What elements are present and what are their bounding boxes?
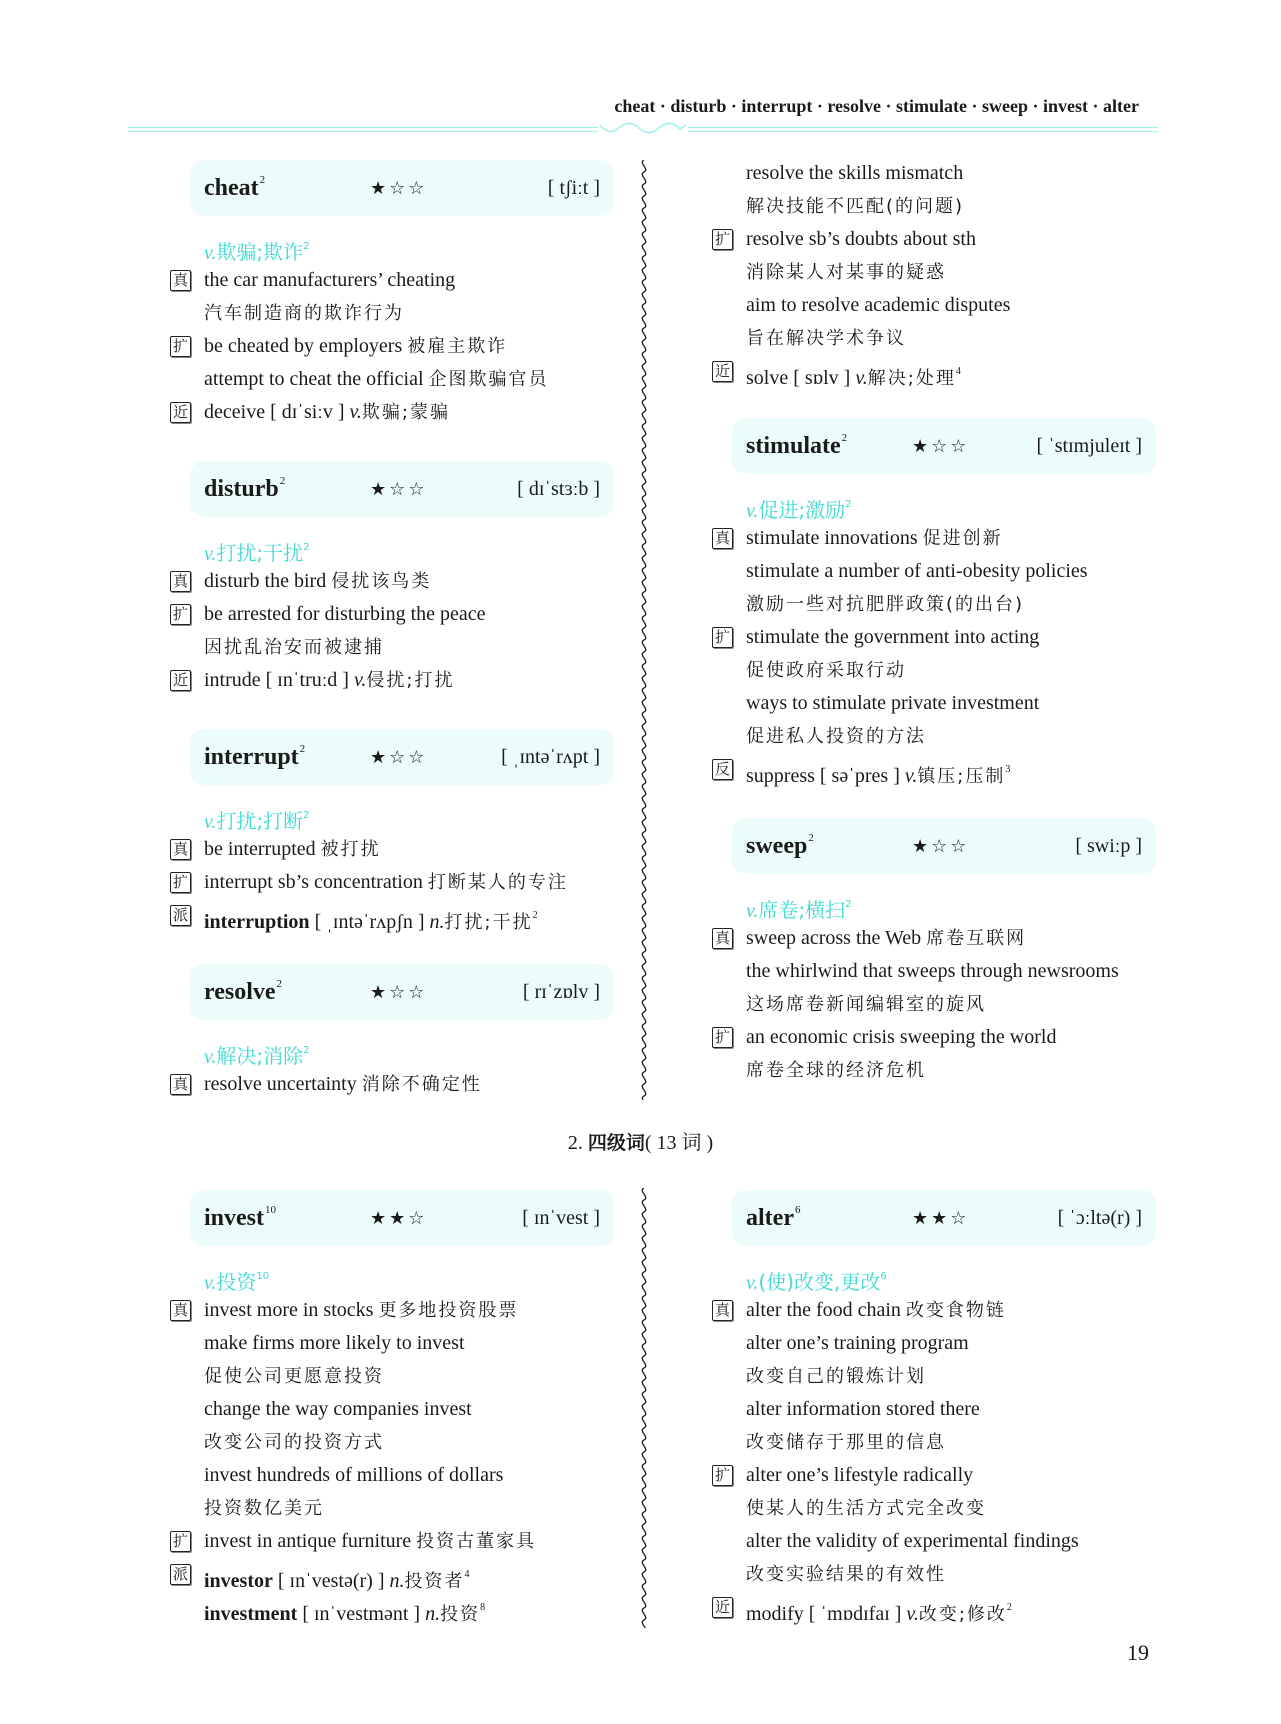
- tag-扩-icon: 扩: [170, 872, 191, 893]
- section-title: 2. 四级词( 13 词 ): [567, 1132, 714, 1154]
- right-column-bottom: [714, 1190, 1172, 1625]
- chinese-text: 消除某人对某事的疑惑: [746, 262, 946, 283]
- english-text: invest in antique furniture: [204, 1530, 412, 1552]
- example-line: [714, 753, 1172, 787]
- chinese-text: 投资古董家具: [416, 1531, 537, 1552]
- sense-text: 打扰;打断: [216, 809, 304, 833]
- example-line: [732, 1558, 1172, 1591]
- headword-text: interrupt: [204, 744, 299, 770]
- english-text: be interrupted: [204, 838, 316, 860]
- chinese-text: 席卷全球的经济危机: [746, 1060, 926, 1081]
- sense-pos: v.: [204, 543, 217, 565]
- headword: [204, 475, 285, 503]
- tag-派-icon: 派: [170, 905, 191, 926]
- english-text: alter the validity of experimental findings: [746, 1530, 1079, 1552]
- headword-box: [732, 818, 1156, 874]
- chinese-text: 投资数亿美元: [204, 1498, 324, 1519]
- sense-frequency: 2: [303, 810, 310, 821]
- english-text: [ ɪnˈvestmənt ]: [297, 1603, 421, 1625]
- example-line: [172, 664, 630, 697]
- sense-text: 解决;消除: [216, 1044, 304, 1068]
- headword-text: stimulate: [746, 433, 841, 459]
- chinese-text: 旨在解决学术争议: [746, 328, 906, 349]
- english-text: intrude [ ɪnˈtruːd ]: [204, 669, 349, 691]
- example-line: [172, 396, 630, 429]
- chinese-text: 欺骗;蒙骗: [361, 402, 450, 423]
- example-line: [172, 866, 630, 899]
- phonetic: [ dɪˈstɜːb ]: [517, 478, 600, 500]
- english-text: aim to resolve academic disputes: [746, 294, 1011, 316]
- english-text: suppress [ səˈpres ]: [746, 765, 900, 787]
- chinese-text: 改变公司的投资方式: [204, 1432, 384, 1453]
- chinese-text: 更多地投资股票: [378, 1300, 519, 1321]
- example-line: [172, 565, 630, 598]
- sense-frequency: 2: [845, 899, 852, 910]
- english-text: resolve sb’s doubts about sth: [746, 228, 976, 250]
- tag-真-icon: 真: [170, 839, 191, 860]
- headword: [204, 978, 282, 1006]
- tag-扩-icon: 扩: [170, 604, 191, 625]
- sense-text: 促进;激励: [758, 498, 846, 522]
- headword-frequency: 2: [299, 743, 306, 755]
- example-line: [190, 1591, 630, 1624]
- chinese-text: 投资者: [404, 1571, 465, 1592]
- star-rating-icon: ★☆☆: [370, 178, 428, 199]
- phonetic: [ ˈstɪmjuleɪt ]: [1036, 435, 1142, 457]
- sense-line: [190, 1260, 630, 1294]
- sense-pos: v.: [204, 811, 217, 833]
- sense-pos: v.: [204, 1046, 217, 1068]
- example-line: [172, 598, 630, 631]
- tag-真-icon: 真: [712, 928, 733, 949]
- chinese-text: 促使公司更愿意投资: [204, 1366, 384, 1387]
- sense-frequency: 10: [256, 1271, 270, 1282]
- sense-pos: v.: [746, 500, 759, 522]
- entry-sweep: [714, 818, 1172, 1087]
- frequency-sup: 8: [480, 1602, 486, 1613]
- chinese-text: 侵扰该鸟类: [331, 571, 432, 592]
- english-text: sweep across the Web: [746, 927, 922, 949]
- chinese-text: 使某人的生活方式完全改变: [746, 1498, 986, 1519]
- left-column-bottom: [172, 1190, 630, 1625]
- headword-frequency: 2: [276, 978, 283, 990]
- english-text: disturb the bird: [204, 570, 327, 592]
- chinese-text: 改变储存于那里的信息: [746, 1432, 946, 1453]
- example-line: [732, 955, 1172, 988]
- chinese-text: 投资: [440, 1604, 481, 1625]
- example-line: [172, 899, 630, 933]
- tag-近-icon: 近: [712, 1597, 733, 1618]
- chinese-text: 解决技能不匹配(的问题): [746, 196, 965, 217]
- frequency-sup: 4: [955, 366, 961, 377]
- tag-近-icon: 近: [170, 402, 191, 423]
- part-of-speech: v.: [906, 1603, 919, 1625]
- chinese-text: 被雇主欺诈: [407, 336, 508, 357]
- english-text: the whirlwind that sweeps through newsrooms: [746, 960, 1119, 982]
- sense-line: [732, 888, 1172, 922]
- example-line: [732, 687, 1172, 720]
- sense-frequency: 2: [303, 241, 310, 252]
- example-line: [732, 1360, 1172, 1393]
- example-line: [714, 355, 1172, 389]
- tag-近-icon: 近: [170, 670, 191, 691]
- example-line: [714, 1294, 1172, 1327]
- english-text: interrupt sb’s concentration: [204, 871, 423, 893]
- english-text: [ ˌɪntəˈrʌpʃn ]: [309, 911, 425, 933]
- chinese-text: 促使政府采取行动: [746, 660, 906, 681]
- chinese-text: 促进私人投资的方法: [746, 726, 926, 747]
- tag-真-icon: 真: [712, 1300, 733, 1321]
- entry-invest: [172, 1190, 630, 1625]
- star-rating-icon: ★☆☆: [370, 982, 428, 1003]
- tag-扩-icon: 扩: [712, 1465, 733, 1486]
- headword-box: [732, 1190, 1156, 1246]
- headword: [746, 432, 847, 460]
- headword: [204, 1204, 276, 1232]
- headword: [746, 832, 814, 860]
- tag-近-icon: 近: [712, 361, 733, 382]
- headword-text: resolve: [204, 979, 276, 1005]
- entry-resolve: [172, 964, 630, 1101]
- headword: [204, 174, 265, 202]
- example-line: [732, 1492, 1172, 1525]
- english-text: invest more in stocks: [204, 1299, 374, 1321]
- star-rating-icon: ★★☆: [370, 1208, 428, 1229]
- part-of-speech: n.: [425, 1603, 441, 1625]
- english-text: invest hundreds of millions of dollars: [204, 1464, 504, 1486]
- derived-word: interruption: [204, 911, 310, 933]
- entry-interrupt: [172, 729, 630, 933]
- header-rule: [128, 125, 1158, 133]
- tag-扩-icon: 扩: [170, 336, 191, 357]
- sense-line: [190, 230, 630, 264]
- english-text: [ ɪnˈvestə(r) ]: [272, 1570, 385, 1592]
- sense-line: [190, 1034, 630, 1068]
- phonetic: [ ɪnˈvest ]: [522, 1207, 600, 1229]
- example-line: [714, 223, 1172, 256]
- headword-frequency: 2: [808, 832, 814, 844]
- headword-text: cheat: [204, 175, 259, 201]
- chinese-text: 改变实验结果的有效性: [746, 1564, 946, 1585]
- tag-扩-icon: 扩: [712, 1027, 733, 1048]
- example-line: [190, 1360, 630, 1393]
- example-line: [172, 1558, 630, 1592]
- phonetic: [ ˈɔːltə(r) ]: [1057, 1207, 1142, 1229]
- sense-pos: v.: [746, 900, 759, 922]
- example-line: [172, 330, 630, 363]
- chinese-text: 打扰;干扰: [444, 912, 533, 933]
- headword: [746, 1204, 800, 1232]
- english-text: ways to stimulate private investment: [746, 692, 1040, 714]
- sense-line: [732, 488, 1172, 522]
- english-text: resolve the skills mismatch: [746, 162, 964, 184]
- chinese-text: 改变;修改: [918, 1604, 1007, 1625]
- example-line: [732, 1525, 1172, 1558]
- frequency-sup: 4: [464, 1569, 470, 1580]
- english-text: alter information stored there: [746, 1398, 980, 1420]
- example-line: [732, 1327, 1172, 1360]
- derived-word: investment: [204, 1603, 298, 1625]
- example-line: [190, 1327, 630, 1360]
- example-line: [732, 1426, 1172, 1459]
- column-divider-bottom: [636, 1188, 652, 1628]
- example-line: [714, 1459, 1172, 1492]
- chinese-text: 打断某人的专注: [427, 872, 568, 893]
- chinese-text: 改变食物链: [905, 1300, 1006, 1321]
- sense-pos: v.: [746, 1272, 759, 1294]
- entry-alter: [714, 1190, 1172, 1625]
- tag-扩-icon: 扩: [712, 229, 733, 250]
- headword-box: [190, 964, 614, 1020]
- running-head: cheat · disturb · interrupt · resolve · stimulate · sweep · invest · alter: [614, 96, 1139, 116]
- example-line: [190, 1393, 630, 1426]
- phonetic: [ tʃiːt ]: [547, 177, 600, 199]
- example-line: [190, 631, 630, 664]
- english-text: deceive [ dɪˈsiːv ]: [204, 401, 345, 423]
- example-line: [732, 289, 1172, 322]
- headword-box: [190, 729, 614, 785]
- column-divider-top: [636, 160, 652, 1100]
- sense-text: 投资: [216, 1270, 257, 1294]
- chinese-text: 镇压;压制: [917, 766, 1006, 787]
- chinese-text: 席卷互联网: [926, 928, 1027, 949]
- english-text: the car manufacturers’ cheating: [204, 269, 456, 291]
- example-line: [732, 654, 1172, 687]
- example-line: [172, 1525, 630, 1558]
- english-text: make firms more likely to invest: [204, 1332, 465, 1354]
- chinese-text: 促进创新: [922, 528, 1003, 549]
- english-text: resolve uncertainty: [204, 1073, 357, 1095]
- headword-text: invest: [204, 1205, 264, 1231]
- chinese-text: 企图欺骗官员: [428, 369, 549, 390]
- sense-line: [190, 531, 630, 565]
- phonetic: [ swiːp ]: [1075, 835, 1142, 857]
- tag-真-icon: 真: [170, 270, 191, 291]
- headword-box: [190, 461, 614, 517]
- example-line: [732, 190, 1172, 223]
- sense-line: [190, 799, 630, 833]
- example-line: [172, 1294, 630, 1327]
- headword: [204, 743, 305, 771]
- example-line: [732, 720, 1172, 753]
- entry-stimulate: [714, 418, 1172, 787]
- part-of-speech: v.: [855, 367, 868, 389]
- part-of-speech: n.: [429, 911, 445, 933]
- example-line: [732, 988, 1172, 1021]
- english-text: be cheated by employers: [204, 335, 403, 357]
- right-column-top: [714, 157, 1172, 1087]
- star-rating-icon: ★☆☆: [370, 479, 428, 500]
- phonetic: [ rɪˈzɒlv ]: [522, 981, 600, 1003]
- example-line: [172, 1068, 630, 1101]
- part-of-speech: n.: [389, 1570, 405, 1592]
- headword-text: disturb: [204, 476, 279, 502]
- phonetic: [ ˌɪntəˈrʌpt ]: [501, 746, 600, 768]
- headword-text: alter: [746, 1205, 794, 1231]
- star-rating-icon: ★☆☆: [912, 436, 970, 457]
- example-line: [732, 1393, 1172, 1426]
- headword-frequency: 2: [259, 174, 266, 186]
- chinese-text: 被打扰: [320, 839, 381, 860]
- sense-pos: v.: [204, 242, 217, 264]
- english-text: solve [ sɒlv ]: [746, 367, 851, 389]
- tag-反-icon: 反: [712, 759, 733, 780]
- example-line: [714, 922, 1172, 955]
- example-line: [172, 833, 630, 866]
- ornament-icon: [598, 121, 688, 137]
- example-line: [732, 157, 1172, 190]
- example-line: [190, 1426, 630, 1459]
- derived-word: investor: [204, 1570, 273, 1592]
- english-text: change the way companies invest: [204, 1398, 472, 1420]
- tag-真-icon: 真: [170, 1300, 191, 1321]
- example-line: [732, 555, 1172, 588]
- sense-frequency: 2: [303, 1045, 310, 1056]
- example-line: [732, 1054, 1172, 1087]
- headword-box: [732, 418, 1156, 474]
- chinese-text: 因扰乱治安而被逮捕: [204, 637, 384, 658]
- frequency-sup: 3: [1005, 764, 1011, 775]
- tag-扩-icon: 扩: [170, 1531, 191, 1552]
- sense-text: 席卷;横扫: [758, 898, 846, 922]
- star-rating-icon: ★★☆: [912, 1208, 970, 1229]
- sense-frequency: 2: [303, 542, 310, 553]
- tag-真-icon: 真: [712, 528, 733, 549]
- part-of-speech: v.: [904, 765, 918, 787]
- tag-派-icon: 派: [170, 1564, 191, 1585]
- star-rating-icon: ★☆☆: [370, 747, 428, 768]
- headword-text: sweep: [746, 833, 808, 859]
- example-line: [732, 256, 1172, 289]
- chinese-text: 激励一些对抗肥胖政策(的出台): [746, 594, 1025, 615]
- headword-frequency: 2: [279, 475, 286, 487]
- sense-text: 欺骗;欺诈: [216, 240, 304, 264]
- example-line: [190, 363, 630, 396]
- headword-box: [190, 160, 614, 216]
- tag-真-icon: 真: [170, 1074, 191, 1095]
- sense-frequency: 2: [845, 499, 852, 510]
- example-line: [714, 1021, 1172, 1054]
- english-text: stimulate innovations: [746, 527, 918, 549]
- chinese-text: 汽车制造商的欺诈行为: [204, 303, 404, 324]
- chinese-text: 侵扰;打扰: [366, 670, 455, 691]
- sense-text: (使)改变,更改: [758, 1270, 881, 1294]
- english-text: stimulate a number of anti-obesity policies: [746, 560, 1088, 582]
- chinese-text: 这场席卷新闻编辑室的旋风: [746, 994, 986, 1015]
- english-text: alter the food chain: [746, 1299, 901, 1321]
- english-text: be arrested for disturbing the peace: [204, 603, 486, 625]
- chinese-text: 改变自己的锻炼计划: [746, 1366, 926, 1387]
- english-text: alter one’s training program: [746, 1332, 969, 1354]
- example-line: [714, 522, 1172, 555]
- part-of-speech: v.: [353, 669, 367, 691]
- english-text: an economic crisis sweeping the world: [746, 1026, 1057, 1048]
- headword-frequency: 6: [794, 1204, 801, 1216]
- english-text: alter one’s lifestyle radically: [746, 1464, 974, 1486]
- example-line: [172, 264, 630, 297]
- english-text: modify [ ˈmɒdɪfaɪ ]: [746, 1603, 902, 1625]
- headword-box: [190, 1190, 614, 1246]
- sense-pos: v.: [204, 1272, 217, 1294]
- sense-text: 打扰;干扰: [216, 541, 304, 565]
- example-line: [714, 621, 1172, 654]
- headword-frequency: 10: [265, 1204, 276, 1216]
- chinese-text: 解决;处理: [867, 368, 956, 389]
- english-text: stimulate the government into acting: [746, 626, 1040, 648]
- tag-扩-icon: 扩: [712, 627, 733, 648]
- entry-cheat: [172, 160, 630, 429]
- chinese-text: 消除不确定性: [361, 1074, 482, 1095]
- entry-disturb: [172, 461, 630, 697]
- entry-resolve-continued: [714, 157, 1172, 389]
- part-of-speech: v.: [349, 401, 362, 423]
- example-line: [190, 297, 630, 330]
- example-line: [732, 588, 1172, 621]
- page-number: 19: [1127, 1640, 1149, 1665]
- star-rating-icon: ★☆☆: [912, 836, 970, 857]
- example-line: [190, 1459, 630, 1492]
- frequency-sup: 2: [1006, 1602, 1012, 1613]
- sense-frequency: 6: [880, 1271, 887, 1282]
- headword-frequency: 2: [841, 432, 848, 444]
- frequency-sup: 2: [532, 910, 538, 921]
- left-column-top: [172, 160, 630, 1101]
- example-line: [714, 1591, 1172, 1625]
- english-text: attempt to cheat the official: [204, 368, 424, 390]
- sense-line: [732, 1260, 1172, 1294]
- tag-真-icon: 真: [170, 571, 191, 592]
- example-line: [190, 1492, 630, 1525]
- example-line: [732, 322, 1172, 355]
